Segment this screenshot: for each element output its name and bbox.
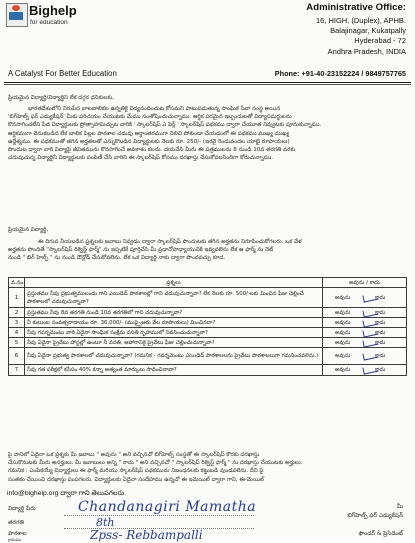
yes-option[interactable]: అవును — [335, 353, 351, 359]
yes-option[interactable]: అవును — [335, 309, 351, 316]
no-option[interactable]: కాదు — [375, 309, 386, 316]
closing-title: ఫౌండర్ & ప్రెసిడెంట్ — [358, 531, 403, 537]
answer-cell[interactable] — [323, 288, 407, 308]
table-row — [9, 365, 407, 376]
answer-cell[interactable] — [323, 365, 407, 376]
yes-option[interactable]: అవును — [335, 294, 351, 301]
header-divider — [4, 82, 411, 83]
class-label: తరగతి — [8, 520, 24, 526]
yes-option[interactable]: అవును — [335, 339, 351, 346]
yes-option[interactable]: అవును — [335, 319, 351, 326]
table-row — [9, 348, 407, 365]
tagline: A Catalyst For Better Education — [8, 69, 117, 78]
row-number: 5 — [9, 338, 25, 348]
no-option[interactable]: కాదు — [375, 294, 386, 301]
village-label: గ్రామము — [8, 537, 22, 542]
salutation-student: ప్రియమైన విద్యార్థి, — [8, 227, 49, 233]
eligibility-table — [8, 277, 407, 376]
answer-cell[interactable] — [323, 338, 407, 348]
row-number: 1 — [9, 288, 25, 308]
table-row — [9, 338, 407, 348]
instructions-paragraph: ఈ దిగువ నీయబడిన ప్రశ్నలకు జవాబు నివ్వడం ద్వారా స్కాలర్‌షిప్ పొందుటకు తగిన అర్హతను నిరూపించుకోగలరు. ఒక వేళ అర్హతను పొందితే "స్కాలర్‌షిప్ రిక్వెస్ట్ ఫార్మ్" ను ఇప్పటికే పూర్తిచేసి మీ ప్రధానోపాధ్యాయునికి ఇవ్వవలెను లేక ఆ ఫార్మ్ ను నెట్ నుండి " బిగ్ హెల్ప్ " ను నుండి డౌన్లోడ్ చేసుకోవలెను. లేక ఒక విద్యార్థి నాకు ద్వారా పొందవచ్చు కూడ. — [8, 239, 302, 262]
question-text: నీవు గత పరీక్షలో కనీసం 40% కన్నా అత్యంత మార్కులు సాధించినావా? — [25, 365, 323, 376]
address-line-2: Balajinagar, Kukatpally — [330, 26, 406, 35]
answer-cell[interactable] — [323, 348, 407, 365]
answer-cell[interactable] — [323, 328, 407, 338]
closing-paragraph: పై వానిలో ఏదైనా ఒక ప్రశ్నకు మీ జవాబు " అవును " అని వచ్చినచో బిగ్‌హెల్ప్ సంస్థతో ఈ స్కాలర్‌షిప్ కొరకు దరఖాస్తు చేసుకొనుటకు మీరు అనర్హులు. మీ జవాబులు అన్ని " కాదు " అని వచ్చినచో " స్కాలర్‌షిప్ రిక్వెస్ట్ ఫార్మ్ " ను దరఖాస్తు చేయుటకు అర్హులు. గమనిక : ఎంపికయ్యే విద్యార్థులు ఈ ఫార్మ్ మరియు స్కాలర్‌షిప్ పథకమును నిబంధనలకు కట్టుబడి వుండవలెను. దీని పై సంతకం చేయించి దరఖాస్తు పంపగలరు. విద్యార్థులకు ఏదైనా సందేహము ఉన్నచో ఈ ఇమెయిల్ ద్వారా గాని, ఈ-మెయిల్ — [8, 452, 303, 483]
no-option[interactable]: కాదు — [375, 367, 386, 373]
address-line-4: Andhra Pradesh, INDIA — [327, 47, 406, 56]
row-number: 3 — [9, 318, 25, 328]
row-number: 4 — [9, 328, 25, 338]
logo-book-icon — [9, 12, 23, 20]
school-label: పాఠశాల — [8, 531, 27, 537]
school-value[interactable]: Zpss- Rebbampalli — [90, 528, 203, 542]
no-option[interactable]: కాదు — [375, 329, 386, 336]
contact-email[interactable]: info@bighelp.org ద్వారా గాని తెలుపగలరు. — [7, 490, 126, 497]
name-underline — [64, 514, 254, 516]
question-text: నీవు ఏదైనా ప్రభుత్వ పాఠశాలలో చదువుచున్నావా? (గమనిక - గవర్నమెంటు ఎయిడెడ్ పాఠశాలలను ప్రైవేటు పాఠశాలలుగా గమనించవలెను.) — [25, 348, 323, 365]
logo-head-icon — [12, 5, 20, 11]
brand-subtitle: for education — [30, 19, 68, 26]
intro-paragraph: భారతదేశంలోని నిరుపేద బాలబాలికల ఉన్నతికై విద్యనందించుట కోసమని పాటుపడుతున్న సాంఘిక సేవా సంస్థ అయిన 'బిగ్‌హెల్ప్ ఫర్ ఎడ్యుకేషన్' మీకు పరిచయం చేయుటకు మేము సంతోషించుచున్నాము. ఆర్థిక పరమైన ఇబ్బందులతో విద్యాసమర్థులను కొనసాగించలేని పేద విద్యార్థులకు ప్రోత్సాహమిచ్చుట వారికి ' స్కాలర్‌షిప్ ఎ పెర్ల్ ' స్కాలర్‌షిప్ పథకము ద్వారా చేయూత నివ్వుటకు పూనుకున్నాము. ఆర్థికముగా వెనుకబడిన లేక బాలిక పిల్లల పాఠశాల చదువు అర్ధాంతరముగా నిలిచి పోకుండా చేయడంలో ఈ పథకము ముఖ్య ముఖ్య ఉద్దేశ్యము. ఈ పథకముతో తగిన అర్హతలతో ఎన్నుకొబడిన విద్యార్థులకు నెలకు రూ. 250/- (ఇరవై రెండువందల యాభై రూపాయలు) పొందుట ద్వారా వారి విద్యాపై జీవితమును కొనసాగించే అవకాశం కలదు. దయచేసి మీరు ఈ పత్రములను 8 నుండి 10వ తరగతి వరకు చదువుచున్న విద్యార్థినీ విద్యార్థులకు పంపిణీ చేసి వారిని ఈ స్కాలర్‌షిప్ కోసము దరఖాస్తు చేసుకోవలసిందిగా కోరుచున్నాము. — [8, 106, 322, 162]
question-text: నీవు ఏదైనా ప్రైవేటు హాస్టల్లో ఉంటూ నీ వసతి, ఆహారానికై ప్రైవేటు ఫీజు చెల్లించుచున్నావా? — [25, 338, 323, 348]
no-option[interactable]: కాదు — [375, 319, 386, 326]
question-text: ప్రస్తుతము నీవు ప్రభుత్వములందు గాని ఎయిడెడ్ పాఠశాలల్లో గాని చదువుచున్నావా? లేక నెలకు రూ. 500/-లకు మించిన ఫీజు చెల్లించే పాఠశాలలో చదువుచున్నావా? — [25, 288, 323, 308]
yes-option[interactable]: అవును — [335, 367, 351, 373]
header-divider-2 — [4, 84, 411, 85]
answer-cell[interactable] — [323, 308, 407, 318]
closing-org: బిగ్‌హెల్ప్ ఫర్ ఎడ్యుకేషన్ — [347, 513, 403, 519]
class-value[interactable]: 8th — [96, 516, 115, 529]
closing-yours: మీ — [396, 504, 403, 510]
yes-option[interactable]: అవును — [335, 329, 351, 336]
no-option[interactable]: కాదు — [375, 339, 386, 346]
row-number: 2 — [9, 308, 25, 318]
row-number: 7 — [9, 365, 25, 376]
address-line-1: 16, HIGH. (Duplex), APHB. — [315, 16, 406, 25]
table-row — [9, 308, 407, 318]
answer-cell[interactable] — [323, 318, 407, 328]
office-title: Administrative Office: — [306, 2, 406, 13]
student-name-value[interactable]: Chandanagiri Mamatha — [78, 499, 257, 515]
brand-name: Bighelp — [29, 3, 77, 18]
no-option[interactable]: కాదు — [375, 353, 386, 359]
col-header-answer: అవును / కాదు — [323, 278, 407, 288]
question-text: నీవు గవర్నమెంటు వారి ఏదైనా సాంఘిక సంక్షేమ వసతి గృహములో నివసించుచున్నావా? — [25, 328, 323, 338]
salutation: ప్రియమైన విద్యార్థి/విద్యార్థిని లేక దగ్గర ధనికులకు, — [8, 95, 115, 101]
table-row — [9, 318, 407, 328]
table-header-row — [9, 278, 407, 288]
col-header-number: వ.నం. — [9, 278, 25, 288]
col-header-questions: ప్రశ్నలు — [25, 278, 323, 288]
student-name-label: విద్యార్థి పేరు — [8, 506, 36, 512]
phone-numbers: Phone: +91-40-23152224 / 9849757765 — [274, 69, 406, 78]
row-number: 6 — [9, 348, 25, 365]
table-row — [9, 328, 407, 338]
question-text: ప్రస్తుతము నీవు 8వ తరగతి నుండి 10వ తరగతిలో గాని చదువుచున్నావా? — [25, 308, 323, 318]
table-row — [9, 288, 407, 308]
address-line-3: Hyderabad - 72 — [354, 36, 406, 45]
question-text: నీ కుటుంబ సంవత్సరాదాయం రూ. 36,000/- (ముప్పైఆరు వేల రూపాయలు) మించినదా? — [25, 318, 323, 328]
